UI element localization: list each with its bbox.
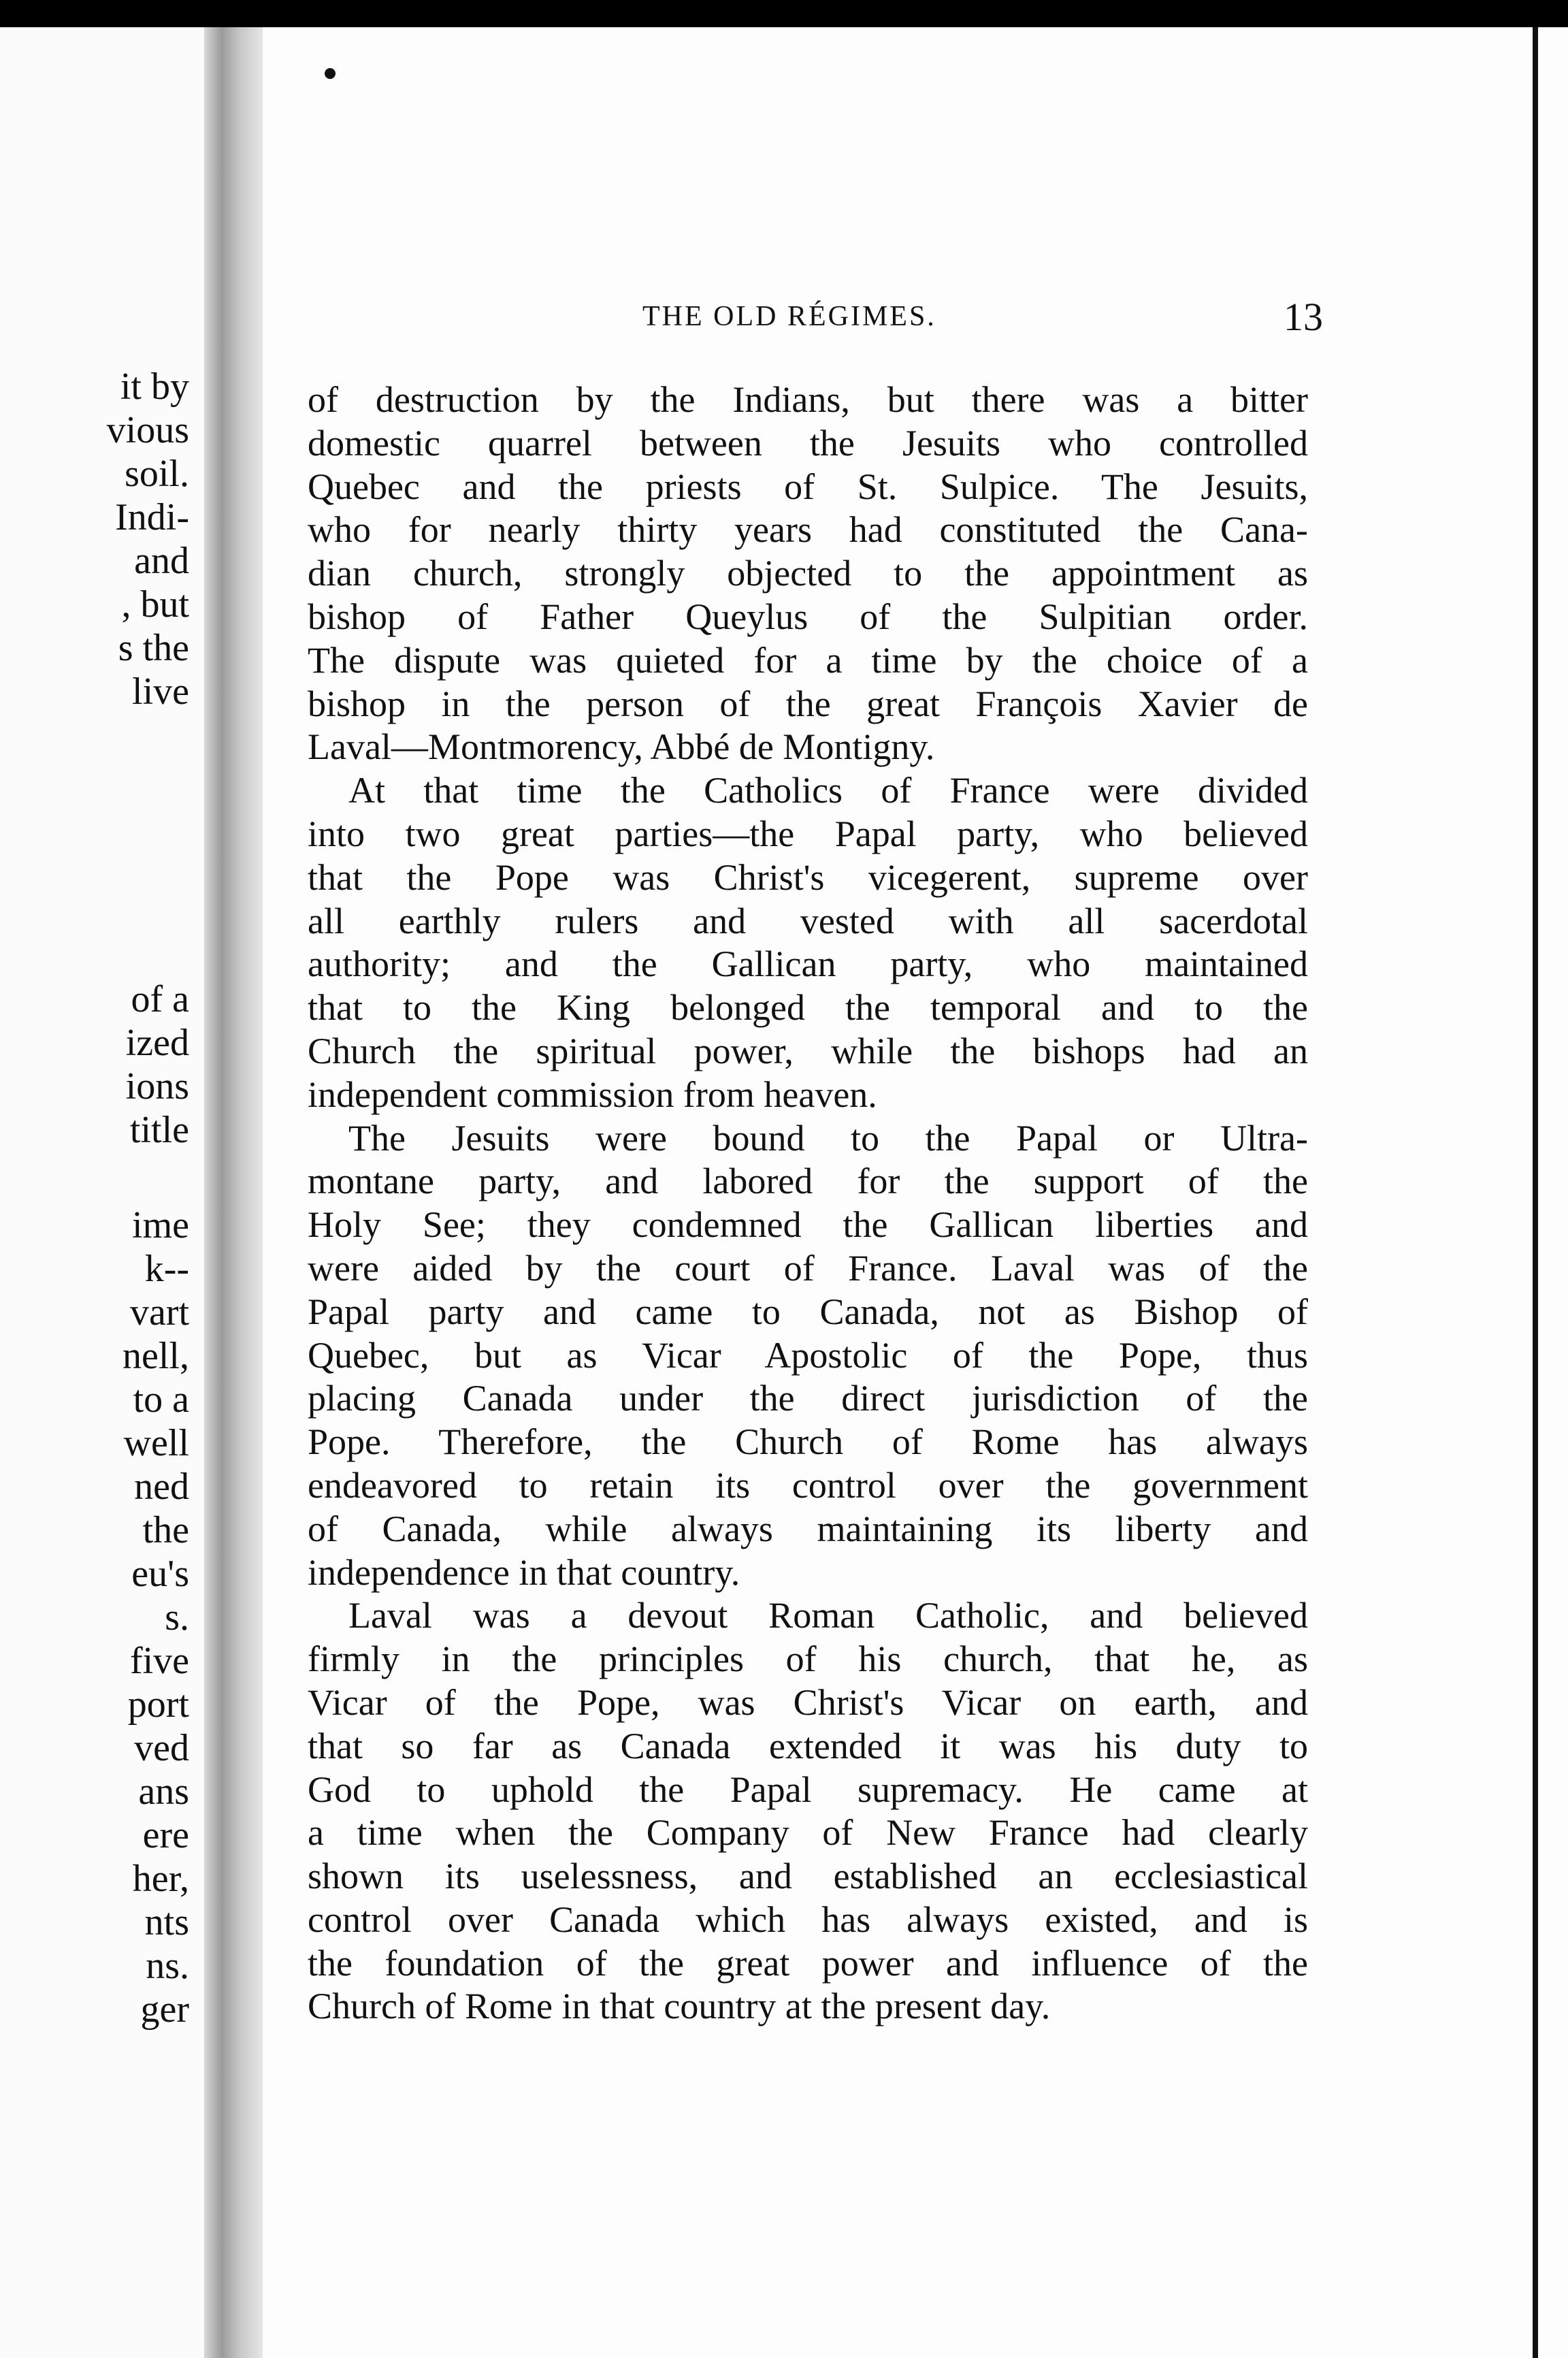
running-head: THE OLD RÉGIMES.	[642, 301, 936, 332]
text-line: Holy See; they condemned the Gallican liberties and	[308, 1204, 1308, 1246]
fragment-line: ions	[125, 1065, 189, 1108]
text-line: bishop in the person of the great François Xavier de	[308, 683, 1308, 724]
paragraph-4	[308, 1594, 1308, 2029]
text-line: Pope. Therefore, the Church of Rome has always	[308, 1421, 1308, 1463]
fragment-line: ized	[125, 1022, 189, 1064]
fragment-line: , but	[121, 583, 189, 626]
text-line: authority; and the Gallican party, who maintained	[308, 943, 1308, 985]
text-line: placing Canada under the direct jurisdiction of the	[308, 1378, 1308, 1419]
text-line: control over Canada which has always existed, and is	[308, 1899, 1308, 1940]
facing-page-fragment-group-1	[107, 365, 189, 713]
text-line: that the Pope was Christ's vicegerent, supreme over	[308, 856, 1308, 898]
fragment-line: soil.	[125, 453, 189, 495]
text-line: endeavored to retain its control over the government	[308, 1464, 1308, 1506]
text-line: Laval—Montmorency, Abbé de Montigny.	[308, 726, 935, 768]
fragment-line: to a	[133, 1378, 189, 1421]
text-line: At that time the Catholics of France were divided	[348, 770, 1308, 811]
text-line: Quebec and the priests of St. Sulpice. The Jesuits,	[308, 466, 1308, 507]
text-line: firmly in the principles of his church, that he, as	[308, 1638, 1308, 1680]
paragraph-3	[308, 1117, 1308, 1595]
facing-page-fragment-group-2	[126, 978, 189, 1152]
body-text	[308, 378, 1308, 2029]
fragment-line: Indi-	[115, 496, 189, 538]
book-gutter-shadow	[204, 27, 263, 2358]
text-line: independent commission from heaven.	[308, 1073, 877, 1115]
fragment-line: live	[132, 671, 189, 713]
fragment-line: of a	[131, 978, 189, 1020]
facing-page-text	[0, 27, 204, 2358]
fragment-line: s.	[165, 1596, 189, 1638]
fragment-line: vart	[129, 1291, 189, 1334]
page-number: 13	[1284, 295, 1323, 339]
text-line: all earthly rulers and vested with all sacerdotal	[308, 900, 1308, 941]
text-line: The Jesuits were bound to the Papal or Ultra-	[348, 1117, 1308, 1159]
text-line: Vicar of the Pope, was Christ's Vicar on earth, and	[308, 1681, 1308, 1723]
text-line: were aided by the court of France. Laval was of the	[308, 1247, 1308, 1289]
text-line: montane party, and labored for the support of the	[308, 1161, 1308, 1202]
text-line: Quebec, but as Vicar Apostolic of the Pope, thus	[308, 1334, 1308, 1376]
facing-page	[0, 27, 204, 2358]
fragment-line: it by	[120, 366, 189, 408]
fragment-line: the	[142, 1509, 189, 1551]
fragment-line: her,	[132, 1858, 189, 1900]
scan-right-margin	[1538, 27, 1568, 2358]
text-line: the foundation of the great power and influence of the	[308, 1942, 1308, 1984]
text-line: independence in that country.	[308, 1551, 740, 1593]
text-line: dian church, strongly objected to the appointment as	[308, 553, 1308, 594]
fragment-line: nts	[144, 1901, 189, 1943]
fragment-line: five	[129, 1640, 189, 1682]
paragraph-2	[308, 769, 1308, 1116]
text-line: that to the King belonged the temporal and to the	[308, 987, 1308, 1029]
text-line: domestic quarrel between the Jesuits who controlled	[308, 422, 1308, 464]
fragment-line: ned	[134, 1466, 189, 1508]
fragment-line: eu's	[131, 1553, 189, 1595]
text-line: a time when the Company of New France had clearly	[308, 1812, 1308, 1854]
fragment-line: well	[123, 1422, 189, 1464]
fragment-line: ere	[142, 1814, 189, 1856]
fragment-line: s the	[118, 627, 189, 669]
paragraph-1	[308, 378, 1308, 769]
text-line: who for nearly thirty years had constituted the Cana-	[308, 509, 1308, 551]
fragment-line: vious	[106, 409, 189, 451]
text-line: shown its uselessness, and established an ecclesiastical	[308, 1856, 1308, 1897]
fragment-line: ime	[132, 1204, 189, 1246]
text-line: into two great parties—the Papal party, who believed	[308, 813, 1308, 854]
text-line: bishop of Father Queylus of the Sulpitian order.	[308, 596, 1308, 637]
ink-spot	[325, 68, 336, 79]
fragment-line: port	[127, 1683, 189, 1726]
fragment-line: ger	[140, 1988, 189, 2031]
fragment-line: nell,	[122, 1335, 189, 1377]
fragment-line: ns.	[146, 1945, 189, 1987]
page-right-edge	[1533, 27, 1538, 2358]
text-line: God to uphold the Papal supremacy. He came at	[308, 1768, 1308, 1810]
fragment-line: ved	[134, 1727, 189, 1769]
text-line: that so far as Canada extended it was his duty to	[308, 1725, 1308, 1766]
text-line: of destruction by the Indians, but there was a bitter	[308, 379, 1308, 420]
text-line: The dispute was quieted for a time by the choice of a	[308, 639, 1308, 681]
text-line: of Canada, while always maintaining its liberty and	[308, 1508, 1308, 1549]
text-line: Church the spiritual power, while the bishops had an	[308, 1030, 1308, 1071]
fragment-line: title	[129, 1109, 189, 1151]
text-line: Church of Rome in that country at the present day.	[308, 1986, 1051, 2027]
fragment-line: ans	[138, 1771, 189, 1813]
text-line: Laval was a devout Roman Catholic, and believed	[348, 1595, 1308, 1636]
text-line: Papal party and came to Canada, not as Bishop of	[308, 1291, 1308, 1332]
fragment-line: k--	[144, 1248, 189, 1290]
facing-page-fragment-group-3	[122, 1204, 189, 2031]
fragment-line: and	[134, 540, 189, 582]
